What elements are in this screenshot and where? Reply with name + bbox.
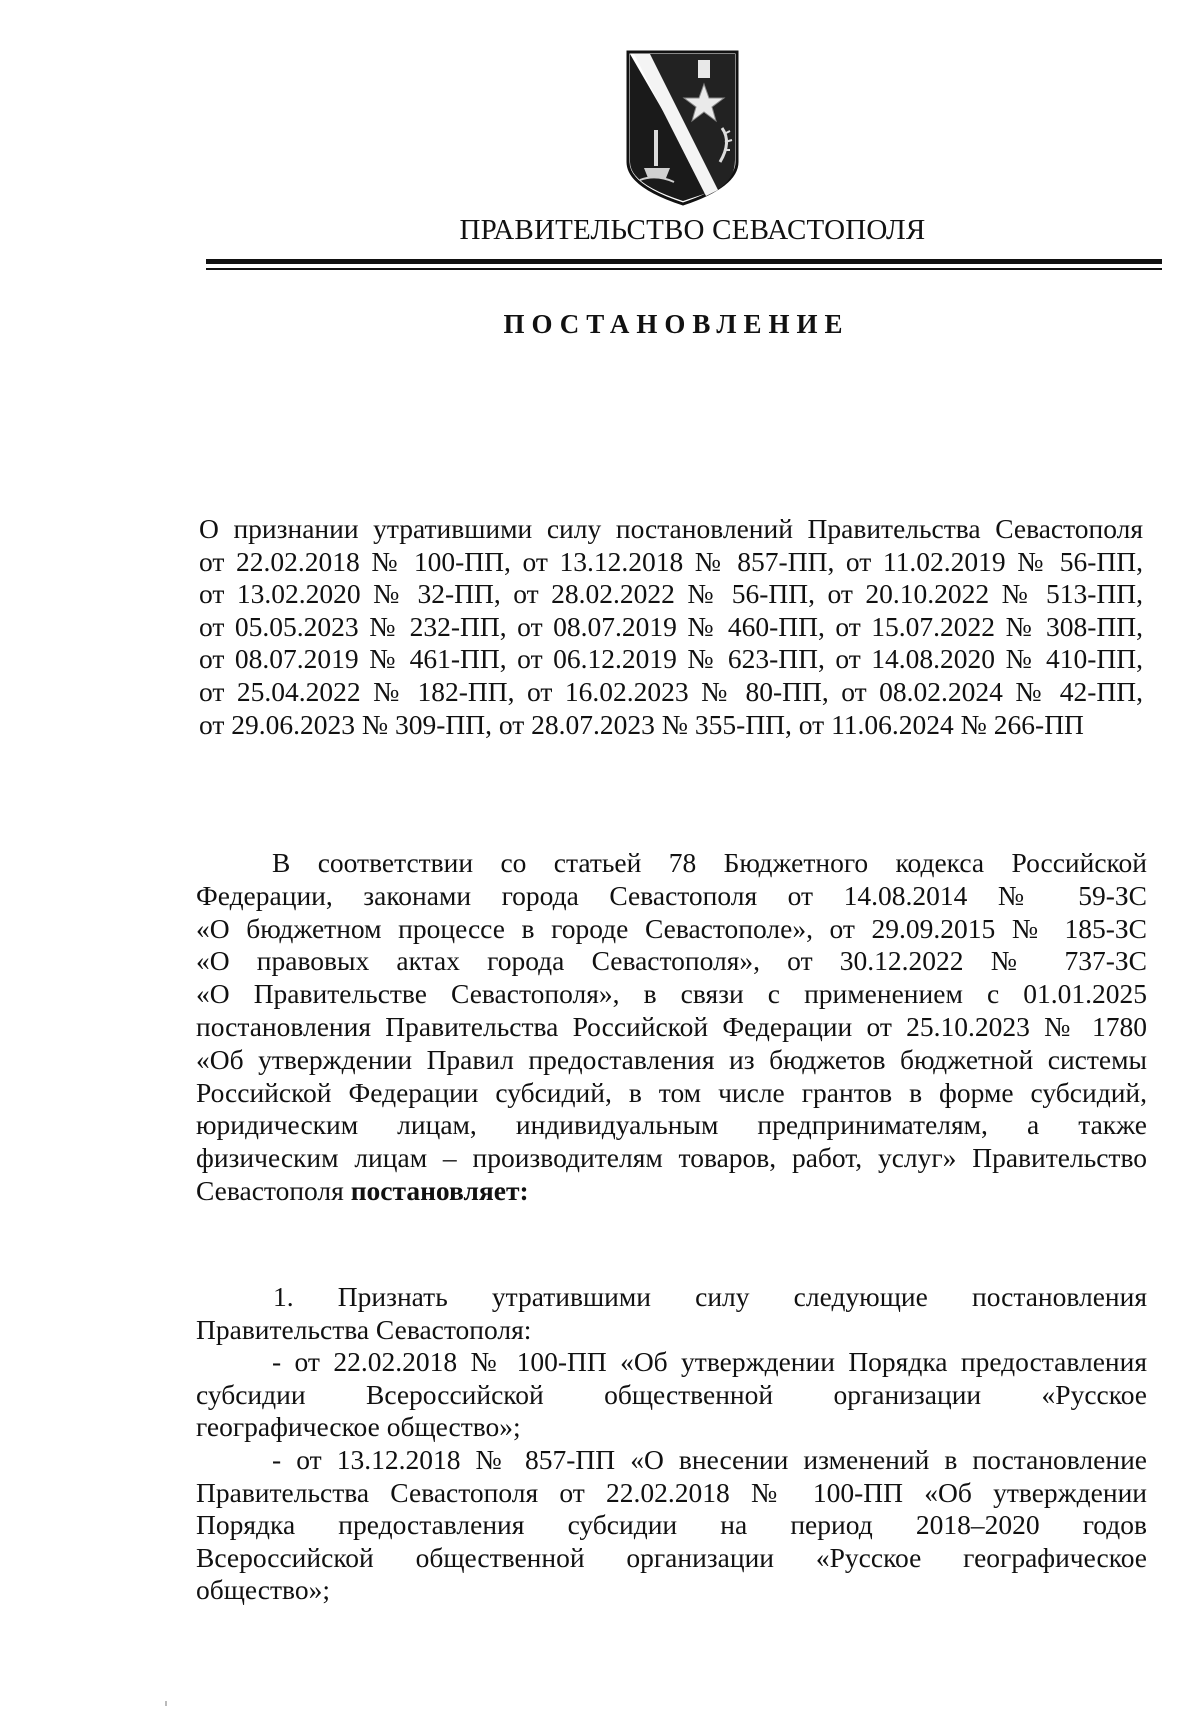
bullet-2-line: Всероссийской общественной организации «Русское географическое	[196, 1541, 1147, 1573]
header-rule-thin	[206, 268, 1162, 270]
subject-line: от 13.02.2020 № 32-ПП, от 28.02.2022 № 56-ПП, от 20.10.2022 № 513-ПП,	[199, 578, 1143, 610]
preamble-line: «О Правительстве Севастополя», в связи с применением с 01.01.2025	[196, 978, 1147, 1010]
subject-line: от 22.02.2018 № 100-ПП, от 13.12.2018 № 857-ПП, от 11.02.2019 № 56-ПП,	[199, 545, 1143, 577]
preamble-line: В соответствии со статьей 78 Бюджетного кодекса Российской	[272, 847, 1147, 878]
subject-line: О признании утратившими силу постановлений Правительства Севастополя	[199, 513, 1143, 544]
subject-line: от 05.05.2023 № 232-ПП, от 08.07.2019 № 460-ПП, от 15.07.2022 № 308-ПП,	[199, 610, 1143, 642]
bullet-2-line: Порядка предоставления субсидии на период 2018–2020 годов	[196, 1509, 1147, 1541]
bullet-2-line: - от 13.12.2018 № 857-ПП «О внесении изменений в постановление	[272, 1443, 1147, 1475]
preamble-paragraph	[196, 847, 1147, 1208]
header-rule-thick	[206, 259, 1162, 264]
resolution-items	[196, 1281, 1147, 1607]
preamble-line: «О правовых актах города Севастополя», от 30.12.2022 № 737-ЗС	[196, 945, 1147, 977]
document-type: ПОСТАНОВЛЕНИЕ	[503, 309, 850, 339]
item-1-line: Правительства Севастополя:	[196, 1313, 532, 1345]
preamble-line: «Об утверждении Правил предоставления из бюджетов бюджетной системы	[196, 1043, 1147, 1075]
preamble-line: постановления Правительства Российской Федерации от 25.10.2023 № 1780	[196, 1010, 1147, 1042]
preamble-line: Федерации, законами города Севастополя от 14.08.2014 № 59-ЗС	[196, 879, 1147, 911]
bullet-1-line: географическое общество»;	[196, 1411, 521, 1443]
resolves-colon: :	[519, 1174, 529, 1206]
subject-line: от 08.07.2019 № 461-ПП, от 06.12.2019 № 623-ПП, от 14.08.2020 № 410-ПП,	[199, 643, 1143, 675]
preamble-last-line	[196, 1175, 1147, 1208]
sevastopol-coat-of-arms-icon	[620, 50, 745, 206]
scan-speck	[165, 1701, 167, 1706]
preamble-line: физическим лицам – производителям товаров, работ, услуг» Правительство	[196, 1142, 1147, 1174]
subject-line: от 25.04.2022 № 182-ПП, от 16.02.2023 № 80-ПП, от 08.02.2024 № 42-ПП,	[199, 675, 1143, 707]
bullet-1-line: - от 22.02.2018 № 100-ПП «Об утверждении Порядка предоставления	[272, 1346, 1147, 1378]
document-subject	[199, 513, 1143, 741]
preamble-line: «О бюджетном процессе в городе Севастополе», от 29.09.2015 № 185-ЗС	[196, 912, 1147, 944]
item-1-line: 1. Признать утратившими силу следующие постановления	[273, 1281, 1147, 1312]
preamble-last-text: Севастополя	[196, 1174, 351, 1206]
preamble-line: юридическим лицам, индивидуальным предпринимателям, а также	[196, 1109, 1147, 1141]
organization-name: ПРАВИТЕЛЬСТВО СЕВАСТОПОЛЯ	[459, 214, 926, 246]
bullet-2-line: общество»;	[196, 1574, 330, 1606]
bullet-2-line: Правительства Севастополя от 22.02.2018 № 100-ПП «Об утверждении	[196, 1476, 1147, 1508]
bullet-1-line: субсидии Всероссийской общественной организации «Русское	[196, 1378, 1147, 1410]
resolves-keyword: постановляет	[350, 1174, 520, 1206]
preamble-line: Российской Федерации субсидий, в том числе грантов в форме субсидий,	[196, 1076, 1147, 1108]
subject-line: от 29.06.2023 № 309-ПП, от 28.07.2023 № 355-ПП, от 11.06.2024 № 266-ПП	[199, 708, 1084, 740]
